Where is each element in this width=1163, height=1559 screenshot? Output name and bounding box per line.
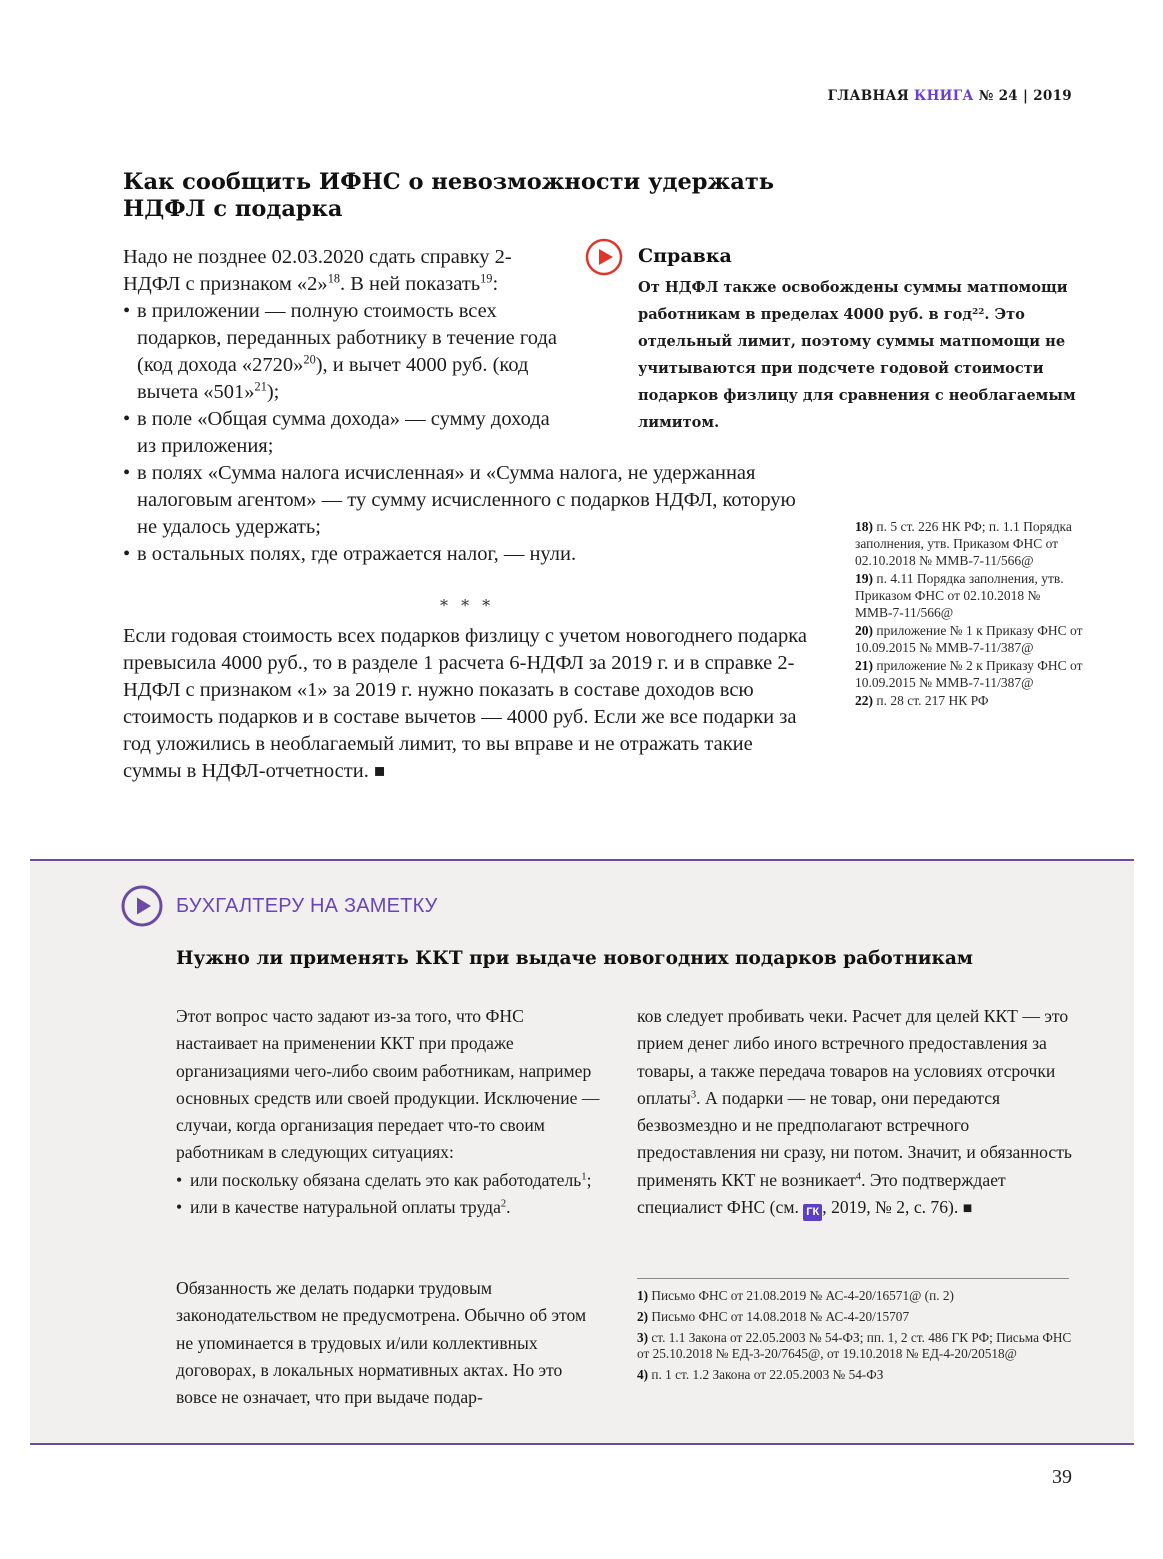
page-number: 39 xyxy=(1052,1466,1072,1488)
list-item: • в поле «Общая сумма дохода» — сумму дохода из приложения; xyxy=(123,406,563,460)
play-circle-icon xyxy=(585,238,623,276)
article-intro: Надо не позднее 02.03.2020 сдать справку 2-НДФЛ с признаком «2»$^{18}$. В ней показать$^{19}$: xyxy=(123,246,512,295)
header-title-accent: КНИГА xyxy=(914,88,974,104)
reference-text: От НДФЛ также освобождены суммы матпомощи работникам в пределах 4000 руб. в год$^{22}$. Это отдельный лимит, поэтому суммы матпомощи не учитываются при подсчете годовой стоимости подарков физлицу для сравнения с необлагаемым лимитом. xyxy=(638,279,1076,431)
note-box-column-2: ков следует пробивать чеки. Расчет для целей ККТ — это прием денег либо иного встречного предоставления за товары, а также передача товаров на условиях отсрочки оплаты$^3$. А подарки — не товар, они передаются безвозмездно и не предполагают встречного предоставления ни сразу, ни потом. Значит, и обязанность применять ККТ не возникает$^4$. Это подтверждает специалист ФНС (см. ГК , 2019, № 2, с. 76). ■ xyxy=(637,1003,1077,1222)
footnote: 2) Письмо ФНС от 14.08.2018 № АС-4-20/15707 xyxy=(637,1308,910,1324)
footnote: 19) п. 4.11 Порядка заполнения, утв. Приказом ФНС от 02.10.2018 № ММВ-7-11/566@ xyxy=(855,571,1064,620)
reference-title: Справка xyxy=(638,245,732,267)
note-box-column-1: Этот вопрос часто задают из-за того, что ФНС настаивает на применении ККТ при продаже организациями чего-либо своим работникам, например основных средств или своей продукции. Исключение — случаи, когда организация передает что-то своим работникам в следующих ситуациях: • или поскольку обязана сделать это как работодатель$^1$; • или в качестве натуральной оплаты труда$^2$. xyxy=(176,1003,606,1221)
magazine-header xyxy=(828,88,1072,104)
end-mark: ■ xyxy=(373,761,386,781)
header-title-part1: ГЛАВНАЯ xyxy=(827,88,910,104)
footnote: 4) п. 1 ст. 1.2 Закона от 22.05.2003 № 54-ФЗ xyxy=(637,1367,884,1383)
article-footnotes xyxy=(855,518,1085,710)
play-circle-icon xyxy=(121,885,163,927)
footnote: 20) приложение № 1 к Приказу ФНС от 10.09.2015 № ММВ-7-11/387@ xyxy=(855,623,1083,655)
footnote-divider xyxy=(637,1278,1069,1279)
section-separator: * * * xyxy=(440,596,495,615)
footnote: 22) п. 28 ст. 217 НК РФ xyxy=(855,693,989,708)
article-conclusion: Если годовая стоимость всех подарков физлицу с учетом новогоднего подарка превысила 4000 руб., то в разделе 1 расчета 6-НДФЛ за 2019 г. и в справке 2-НДФЛ с признаком «1» за 2019 г. нужно показать в составе доходов всю стоимость подарков и в составе вычетов — 4000 руб. Если же все подарки за год уложились в необлагаемый лимит, то вы вправе и не отражать такие суммы в НДФЛ-отчетности. ■ xyxy=(123,625,807,782)
footnote: 21) приложение № 2 к Приказу ФНС от 10.09.2015 № ММВ-7-11/387@ xyxy=(855,658,1083,690)
note-box-footnotes xyxy=(637,1288,1077,1388)
gk-logo-icon: ГК xyxy=(803,1204,822,1221)
footnote: 1) Письмо ФНС от 21.08.2019 № АС-4-20/16571@ (п. 2) xyxy=(637,1288,954,1303)
list-item: • или поскольку обязана сделать это как работодатель$^1$; xyxy=(176,1167,606,1194)
list-item: • или в качестве натуральной оплаты труда$^2$. xyxy=(176,1194,606,1221)
list-item: • в остальных полях, где отражается налог, — нули. xyxy=(123,541,813,568)
footnote: 18) п. 5 ст. 226 НК РФ; п. 1.1 Порядка заполнения, утв. Приказом ФНС от 02.10.2018 № ММВ-7-11/566@ xyxy=(855,519,1072,568)
list-item: • в полях «Сумма налога исчисленная» и «Сумма налога, не удержанная налоговым агентом» — ту сумму исчисленного с подарков НДФЛ, которую не удалось удержать; xyxy=(123,460,813,541)
article-title: Как сообщить ИФНС о невозможности удержать НДФЛ с подарка xyxy=(123,169,775,222)
end-mark: ■ xyxy=(962,1200,973,1218)
header-issue: № 24 | 2019 xyxy=(978,88,1072,104)
note-box-bullet-list xyxy=(176,1167,606,1222)
list-item: • в приложении — полную стоимость всех подарков, переданных работнику в течение года (код дохода «2720»$^{20}$), и вычет 4000 руб. (код вычета «501»$^{21}$); xyxy=(123,298,563,406)
footnote: 3) ст. 1.1 Закона от 22.05.2003 № 54-ФЗ; пп. 1, 2 ст. 486 ГК РФ; Письма ФНС от 25.10.2018 № ЕД-3-20/7645@, от 19.10.2018 № ЕД-4-20/20518@ xyxy=(637,1329,1072,1362)
note-box-column-1-paragraph-2: Обязанность же делать подарки трудовым законодательством не предусмотрена. Обычно об этом не упоминается в трудовых и/или коллективных договорах, в локальных нормативных актах. Но это вовсе не означает, что при выдаче подар- xyxy=(176,1278,587,1408)
note-box-title: Нужно ли применять ККТ при выдаче новогодних подарков работникам xyxy=(176,948,973,969)
note-box-label: БУХГАЛТЕРУ НА ЗАМЕТКУ xyxy=(176,895,438,917)
article-bullet-list-wide xyxy=(123,460,813,568)
article-bullet-list xyxy=(123,298,563,460)
